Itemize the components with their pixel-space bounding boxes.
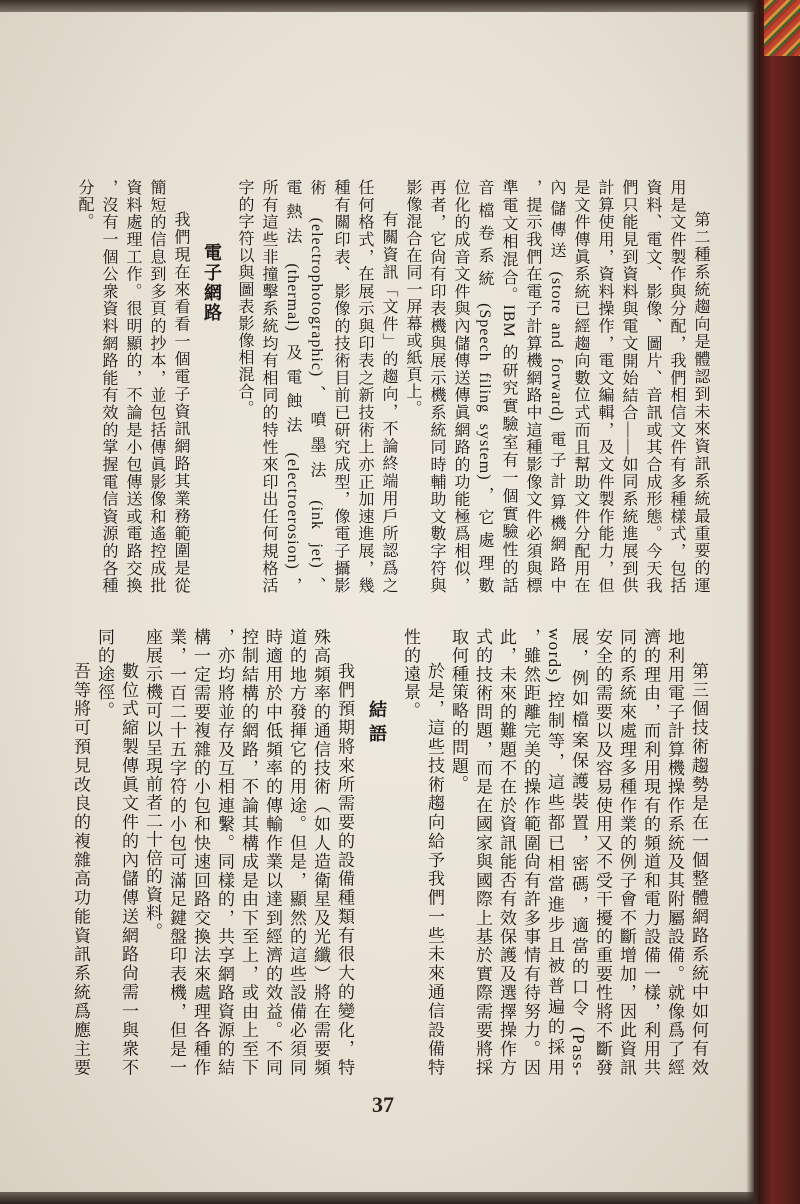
- text-column: 有關資訊「文件」的趨向，不論終端用戶所認爲之: [380, 211, 397, 594]
- text-column: 構一定需要複雜的小包和快速回路交換法來處理各種作: [191, 628, 210, 1077]
- text-column: 用是文件製作與分配，我們相信文件有多種樣式，包括: [668, 179, 685, 594]
- text-column: ，亦均將並存及互相連繫。同樣的，共享網路資源的結: [215, 628, 234, 1077]
- text-column: 術 (electrophotographic)、噴墨法 (ink jet)、: [308, 179, 325, 594]
- text-column: 任何格式，在展示與印表之新技術上亦正加速進展，幾: [356, 179, 373, 594]
- text-column: 式的技術問題，而是在國家與國際上基於實際需要將採: [473, 628, 492, 1077]
- text-column: 道的地方發揮它的用途。但是，顯然的這些設備必須同: [287, 628, 306, 1077]
- text-column: 內儲傳送 (store and forward) 電子計算機網路中: [548, 179, 565, 594]
- text-column: words) 控制等，這些都已相當進步且被普遍的採用: [545, 628, 564, 1077]
- text-column: ，雖然距離完美的操作範圍尙有許多事情有待努力。因: [521, 628, 540, 1077]
- text-column: 地利用電子計算機操作系統及其附屬設備。就像爲了經: [665, 628, 684, 1077]
- text-column: 影像混合在同一屏幕或紙頁上。: [404, 179, 421, 417]
- text-column: 種有關印表、影像的技術目前已研究成型，像電子攝影: [332, 179, 349, 594]
- paragraph: [72, 179, 192, 594]
- paragraph: [232, 179, 400, 594]
- text-column: 同的途徑。: [95, 628, 114, 720]
- page-number: 37: [372, 1092, 394, 1117]
- text-column: 再者，它尙有印表機與展示機系統同時輔助文數字符與: [428, 179, 445, 594]
- text-column: ，沒有一個公衆資料網路能有效的掌握電信資源的各種: [100, 179, 117, 594]
- text-column: 我們現在來看看一個電子資訊網路其業務範圍是從: [172, 211, 189, 594]
- text-column: ，提示我們在電子計算機網路中這種影像文件必須與標: [524, 179, 541, 594]
- text-column: 所有這些非撞擊系統均有相同的特性來印出任何規格活: [260, 179, 277, 594]
- page-bottom-edge: [0, 1192, 760, 1204]
- text-column: 吾等將可預見改良的複雜高功能資訊系統爲應主要: [71, 662, 90, 1077]
- text-column: 安全的需要以及容易使用又不受干擾的重要性將不斷發: [593, 628, 612, 1077]
- text-column: 此，未來的難題不在於資訊能否有效保護及選擇操作方: [497, 628, 516, 1077]
- paragraph: [68, 628, 92, 1077]
- text-column: 位化的成音文件與內儲傳送傳眞網路的功能極爲相似，: [452, 179, 469, 594]
- paragraph: [400, 179, 712, 594]
- paragraph: [92, 628, 140, 1077]
- book-headband: [764, 0, 800, 56]
- text-column: 同的系統來處理多種作業的例子會不斷增加，因此資訊: [617, 628, 636, 1077]
- lower-text-block: [68, 628, 710, 1077]
- paragraph: [140, 628, 356, 1077]
- text-column: 我們預期將來所需要的設備種類有很大的變化，特: [335, 662, 354, 1077]
- text-column: 是文件傳眞系統已經趨向數位式而且幫助文件分配用在: [572, 179, 589, 594]
- text-column: 於是，這些技術趨向給予我們一些未來通信設備特: [425, 662, 444, 1077]
- text-column: 性的遠景。: [401, 628, 420, 720]
- section-heading-conclusion: 結語: [367, 700, 387, 748]
- text-column: 殊高頻率的通信技術（如人造衛星及光纖）將在需要頻: [311, 628, 330, 1077]
- text-column: 第二種系統趨向是體認到未來資訊系統最重要的運: [692, 211, 709, 594]
- text-column: 資料處理工作。很明顯的，不論是小包傳送或電路交換: [124, 179, 141, 594]
- paragraph: [446, 628, 710, 1077]
- text-column: 濟的理由，而利用現有的頻道和電力設備一樣，利用共: [641, 628, 660, 1077]
- text-column: 計算使用，資料操作，電文編輯，及文件製作能力，但: [596, 179, 613, 594]
- text-column: 們只能見到資料與電文開始結合——如同系統進展到供: [620, 179, 637, 594]
- section-heading-electronic-network: 電子網路: [202, 243, 222, 323]
- text-column: 字的字符以與圖表影像相混合。: [236, 179, 253, 417]
- text-column: 展，例如檔案保護裝置，密碼，適當的口令 (Pass-: [569, 628, 588, 1077]
- text-column: 時適用於中低頻率的傳輸作業以達到經濟的效益。不同: [263, 628, 282, 1077]
- text-column: 資料、電文、影像、圖片、音訊或其合成形態。今天我: [644, 179, 661, 594]
- paragraph: [398, 628, 446, 1077]
- text-column: 電熱法 (thermal) 及電蝕法 (electroerosion)，: [284, 179, 301, 594]
- text-column: 準電文相混合。IBM 的研究實驗室有一個實驗性的話: [500, 179, 517, 594]
- text-column: 數位式縮製傳眞文件的內儲傳送網路尙需一與衆不: [119, 662, 138, 1077]
- text-column: 第三個技術趨勢是在一個整體網路系統中如何有效: [689, 662, 708, 1077]
- text-column: 取何種策略的問題。: [449, 628, 468, 794]
- text-column: 座展示機可以呈現前者二十倍的資料。: [143, 628, 162, 941]
- text-column: 控制結構的網路，不論其構成是由下至上，或由上至下: [239, 628, 258, 1077]
- book-cover-edge: [760, 0, 800, 1204]
- text-column: 業，一百二十五字符的小包可滿足鍵盤印表機，但是一: [167, 628, 186, 1077]
- text-column: 簡短的信息到多頁的抄本，並包括傳眞影像和遙控成批: [148, 179, 165, 594]
- text-column: 音檔卷系統 (Speech filing system)，它處理數: [476, 179, 493, 594]
- text-column: 分配。: [76, 179, 93, 230]
- upper-text-block: [72, 179, 712, 594]
